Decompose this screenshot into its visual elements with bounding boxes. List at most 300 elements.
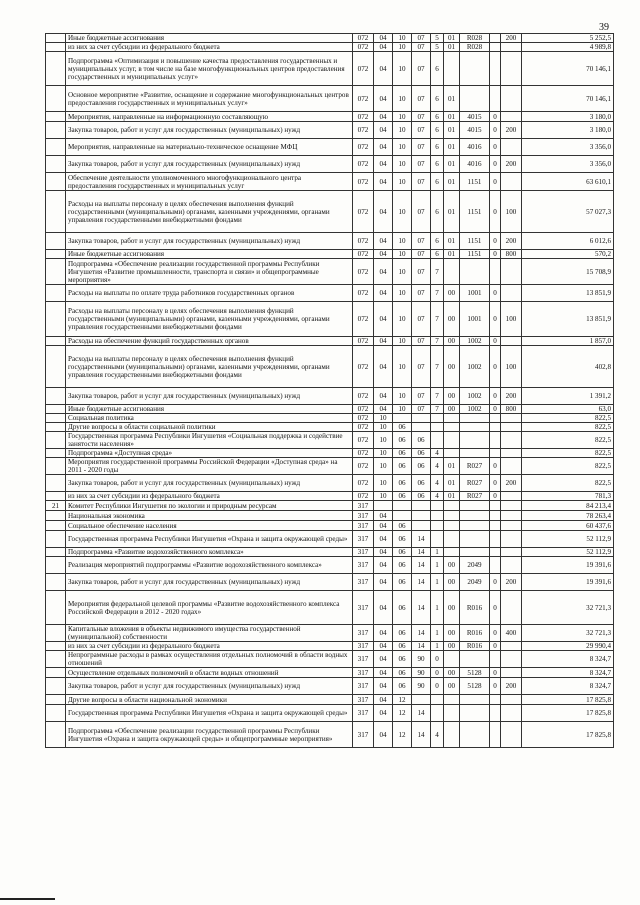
direction-code-cell: 4015 — [460, 122, 490, 139]
row-number-cell — [46, 86, 66, 112]
program-code-cell: 07 — [412, 259, 431, 285]
expense-type-code-cell: 200 — [501, 678, 522, 695]
table-row — [46, 405, 614, 414]
program-code-cell: 14 — [412, 548, 431, 557]
ministry-code-cell: 317 — [353, 521, 374, 531]
table-row — [46, 591, 614, 625]
event-code-cell — [444, 548, 460, 557]
amount-cell: 5 252,5 — [522, 34, 614, 43]
row-number-cell — [46, 34, 66, 43]
expense-type-code-cell — [501, 668, 522, 678]
direction-suffix-cell: 0 — [490, 574, 501, 591]
row-number-cell — [46, 458, 66, 475]
direction-suffix-cell: 0 — [490, 285, 501, 302]
direction-code-cell — [460, 548, 490, 557]
subsection-code-cell: 10 — [393, 337, 412, 346]
subprogram-code-cell: 7 — [431, 405, 444, 414]
table-row — [46, 259, 614, 285]
direction-suffix-cell: 0 — [490, 678, 501, 695]
expense-name-cell: Закупка товаров, работ и услуг для государственных (муниципальных) нужд — [66, 574, 353, 591]
direction-code-cell: R016 — [460, 591, 490, 625]
subsection-code-cell: 10 — [393, 43, 412, 52]
direction-suffix-cell: 0 — [490, 458, 501, 475]
row-number-cell — [46, 695, 66, 705]
expense-name-cell: Реализация мероприятий подпрограммы «Развитие водохозяйственного комплекса» — [66, 557, 353, 574]
table-row — [46, 432, 614, 449]
section-code-cell: 04 — [374, 337, 393, 346]
direction-suffix-cell: 0 — [490, 337, 501, 346]
direction-code-cell: 1002 — [460, 346, 490, 388]
event-code-cell: 01 — [444, 458, 460, 475]
row-number-cell — [46, 285, 66, 302]
event-code-cell — [444, 531, 460, 548]
row-number-cell — [46, 492, 66, 501]
amount-cell: 32 721,3 — [522, 625, 614, 642]
section-code-cell: 04 — [374, 668, 393, 678]
section-code-cell: 04 — [374, 388, 393, 405]
amount-cell: 3 356,0 — [522, 156, 614, 173]
table-row — [46, 492, 614, 501]
expense-type-code-cell — [501, 531, 522, 548]
event-code-cell — [444, 695, 460, 705]
expense-type-code-cell — [501, 651, 522, 668]
subprogram-code-cell: 1 — [431, 591, 444, 625]
expense-type-code-cell — [501, 112, 522, 122]
expense-type-code-cell — [501, 432, 522, 449]
section-code-cell: 10 — [374, 414, 393, 423]
table-row — [46, 625, 614, 642]
table-row — [46, 43, 614, 52]
amount-cell: 8 324,7 — [522, 668, 614, 678]
row-number-cell — [46, 112, 66, 122]
section-code-cell: 04 — [374, 678, 393, 695]
direction-suffix-cell: 0 — [490, 139, 501, 156]
table-row — [46, 112, 614, 122]
ministry-code-cell: 072 — [353, 337, 374, 346]
subprogram-code-cell — [431, 695, 444, 705]
amount-cell: 19 391,6 — [522, 574, 614, 591]
table-row — [46, 511, 614, 521]
event-code-cell — [444, 432, 460, 449]
subprogram-code-cell: 7 — [431, 302, 444, 337]
amount-cell: 1 391,2 — [522, 388, 614, 405]
expense-name-cell: Мероприятия, направленные на информационную составляющую — [66, 112, 353, 122]
event-code-cell: 01 — [444, 492, 460, 501]
subprogram-code-cell: 7 — [431, 388, 444, 405]
subprogram-code-cell — [431, 423, 444, 432]
event-code-cell — [444, 521, 460, 531]
subprogram-code-cell: 0 — [431, 668, 444, 678]
direction-code-cell: 2049 — [460, 557, 490, 574]
expense-name-cell: Непрограммные расходы в рамках осуществления отдельных полномочий в области водных отношений — [66, 651, 353, 668]
ministry-code-cell: 072 — [353, 259, 374, 285]
direction-code-cell: R027 — [460, 458, 490, 475]
table-row — [46, 722, 614, 748]
expense-type-code-cell — [501, 722, 522, 748]
ministry-code-cell: 317 — [353, 501, 374, 511]
ministry-code-cell: 072 — [353, 449, 374, 458]
table-row — [46, 695, 614, 705]
table-row — [46, 52, 614, 86]
amount-cell: 822,5 — [522, 458, 614, 475]
direction-suffix-cell — [490, 695, 501, 705]
amount-cell: 402,8 — [522, 346, 614, 388]
event-code-cell: 00 — [444, 388, 460, 405]
ministry-code-cell: 072 — [353, 475, 374, 492]
direction-code-cell: 1151 — [460, 250, 490, 259]
table-row — [46, 678, 614, 695]
row-number-cell — [46, 43, 66, 52]
amount-cell: 3 180,0 — [522, 122, 614, 139]
program-code-cell: 06 — [412, 432, 431, 449]
program-code-cell: 07 — [412, 112, 431, 122]
direction-code-cell — [460, 414, 490, 423]
expense-type-code-cell — [501, 557, 522, 574]
event-code-cell: 00 — [444, 405, 460, 414]
section-code-cell: 10 — [374, 475, 393, 492]
section-code-cell: 04 — [374, 34, 393, 43]
expense-type-code-cell: 200 — [501, 574, 522, 591]
expense-name-cell: Мероприятия федеральной целевой программы «Развитие водохозяйственного комплекса Российской Федерации в 2012 - 2020 годах» — [66, 591, 353, 625]
expense-name-cell: Комитет Республики Ингушетия по экологии и природным ресурсам — [66, 501, 353, 511]
subsection-code-cell: 06 — [393, 531, 412, 548]
subsection-code-cell: 10 — [393, 405, 412, 414]
ministry-code-cell: 072 — [353, 43, 374, 52]
amount-cell: 60 437,6 — [522, 521, 614, 531]
subprogram-code-cell — [431, 531, 444, 548]
row-number-cell — [46, 668, 66, 678]
direction-code-cell — [460, 52, 490, 86]
program-code-cell: 14 — [412, 722, 431, 748]
table-row — [46, 388, 614, 405]
ministry-code-cell: 317 — [353, 625, 374, 642]
section-code-cell: 04 — [374, 705, 393, 722]
ministry-code-cell: 072 — [353, 458, 374, 475]
subprogram-code-cell: 1 — [431, 557, 444, 574]
amount-cell: 822,5 — [522, 414, 614, 423]
direction-code-cell — [460, 531, 490, 548]
row-number-cell: 21 — [46, 501, 66, 511]
direction-suffix-cell — [490, 86, 501, 112]
page-number: 39 — [599, 22, 609, 33]
expense-type-code-cell — [501, 642, 522, 651]
row-number-cell — [46, 722, 66, 748]
expense-name-cell: Закупка товаров, работ и услуг для государственных (муниципальных) нужд — [66, 156, 353, 173]
direction-code-cell: 2049 — [460, 574, 490, 591]
program-code-cell: 14 — [412, 574, 431, 591]
direction-code-cell: 1151 — [460, 173, 490, 191]
subsection-code-cell — [393, 414, 412, 423]
amount-cell: 822,5 — [522, 432, 614, 449]
row-number-cell — [46, 574, 66, 591]
program-code-cell — [412, 414, 431, 423]
direction-code-cell — [460, 651, 490, 668]
subprogram-code-cell: 6 — [431, 112, 444, 122]
program-code-cell: 06 — [412, 458, 431, 475]
row-number-cell — [46, 705, 66, 722]
row-number-cell — [46, 548, 66, 557]
direction-suffix-cell: 0 — [490, 405, 501, 414]
subsection-code-cell: 10 — [393, 156, 412, 173]
amount-cell: 32 721,3 — [522, 591, 614, 625]
section-code-cell: 04 — [374, 233, 393, 250]
program-code-cell: 14 — [412, 531, 431, 548]
direction-suffix-cell — [490, 548, 501, 557]
section-code-cell: 04 — [374, 521, 393, 531]
ministry-code-cell: 072 — [353, 250, 374, 259]
amount-cell: 17 825,8 — [522, 695, 614, 705]
direction-code-cell — [460, 695, 490, 705]
expense-name-cell: Осуществление отдельных полномочий в области водных отношений — [66, 668, 353, 678]
event-code-cell: 01 — [444, 173, 460, 191]
ministry-code-cell: 072 — [353, 173, 374, 191]
direction-code-cell: 1001 — [460, 285, 490, 302]
ministry-code-cell: 317 — [353, 705, 374, 722]
subsection-code-cell: 10 — [393, 233, 412, 250]
amount-cell: 822,5 — [522, 449, 614, 458]
section-code-cell: 04 — [374, 511, 393, 521]
table-row — [46, 191, 614, 233]
expense-name-cell: Социальная политика — [66, 414, 353, 423]
subprogram-code-cell: 7 — [431, 346, 444, 388]
program-code-cell: 06 — [412, 492, 431, 501]
expense-name-cell: Социальное обеспечение населения — [66, 521, 353, 531]
subprogram-code-cell: 5 — [431, 43, 444, 52]
subprogram-code-cell: 4 — [431, 492, 444, 501]
amount-cell: 781,3 — [522, 492, 614, 501]
subsection-code-cell: 06 — [393, 591, 412, 625]
direction-code-cell — [460, 705, 490, 722]
direction-suffix-cell: 0 — [490, 591, 501, 625]
expense-type-code-cell — [501, 492, 522, 501]
expense-name-cell: Закупка товаров, работ и услуг для государственных (муниципальных) нужд — [66, 475, 353, 492]
direction-suffix-cell: 0 — [490, 156, 501, 173]
program-code-cell: 07 — [412, 346, 431, 388]
table-row — [46, 651, 614, 668]
subsection-code-cell: 06 — [393, 642, 412, 651]
program-code-cell: 07 — [412, 86, 431, 112]
amount-cell: 63 610,1 — [522, 173, 614, 191]
event-code-cell: 01 — [444, 475, 460, 492]
event-code-cell: 00 — [444, 346, 460, 388]
subsection-code-cell: 06 — [393, 458, 412, 475]
expense-type-code-cell — [501, 139, 522, 156]
ministry-code-cell: 072 — [353, 139, 374, 156]
row-number-cell — [46, 388, 66, 405]
program-code-cell: 90 — [412, 678, 431, 695]
section-code-cell: 04 — [374, 43, 393, 52]
subsection-code-cell: 10 — [393, 112, 412, 122]
amount-cell: 8 324,7 — [522, 651, 614, 668]
direction-code-cell — [460, 449, 490, 458]
event-code-cell: 01 — [444, 34, 460, 43]
ministry-code-cell: 072 — [353, 233, 374, 250]
expense-type-code-cell — [501, 695, 522, 705]
direction-code-cell: 4016 — [460, 139, 490, 156]
expense-type-code-cell: 200 — [501, 388, 522, 405]
budget-table — [45, 33, 614, 748]
section-code-cell: 04 — [374, 405, 393, 414]
program-code-cell: 07 — [412, 302, 431, 337]
table-row — [46, 86, 614, 112]
table-row — [46, 139, 614, 156]
amount-cell: 70 146,1 — [522, 86, 614, 112]
direction-code-cell: R016 — [460, 642, 490, 651]
subprogram-code-cell: 1 — [431, 574, 444, 591]
subprogram-code-cell: 7 — [431, 259, 444, 285]
budget-table-body — [46, 34, 614, 748]
subsection-code-cell: 10 — [393, 302, 412, 337]
section-code-cell: 04 — [374, 173, 393, 191]
direction-code-cell — [460, 722, 490, 748]
direction-code-cell: 1002 — [460, 337, 490, 346]
expense-name-cell: Расходы на выплаты по оплате труда работников государственных органов — [66, 285, 353, 302]
program-code-cell — [412, 695, 431, 705]
table-row — [46, 423, 614, 432]
subsection-code-cell: 06 — [393, 668, 412, 678]
direction-code-cell: R027 — [460, 475, 490, 492]
subsection-code-cell: 10 — [393, 173, 412, 191]
section-code-cell — [374, 501, 393, 511]
expense-name-cell: Государственная программа Республики Ингушетия «Охрана и защита окружающей среды» — [66, 705, 353, 722]
direction-code-cell: 1002 — [460, 405, 490, 414]
event-code-cell — [444, 449, 460, 458]
event-code-cell — [444, 722, 460, 748]
program-code-cell: 07 — [412, 156, 431, 173]
direction-suffix-cell: 0 — [490, 302, 501, 337]
subsection-code-cell: 10 — [393, 285, 412, 302]
ministry-code-cell: 317 — [353, 668, 374, 678]
amount-cell: 29 990,4 — [522, 642, 614, 651]
ministry-code-cell: 072 — [353, 405, 374, 414]
subsection-code-cell: 10 — [393, 34, 412, 43]
row-number-cell — [46, 432, 66, 449]
program-code-cell: 14 — [412, 591, 431, 625]
expense-name-cell: Закупка товаров, работ и услуг для государственных (муниципальных) нужд — [66, 122, 353, 139]
subprogram-code-cell: 1 — [431, 548, 444, 557]
subsection-code-cell: 10 — [393, 388, 412, 405]
direction-suffix-cell — [490, 651, 501, 668]
event-code-cell: 01 — [444, 122, 460, 139]
ministry-code-cell: 317 — [353, 678, 374, 695]
amount-cell: 4 989,8 — [522, 43, 614, 52]
direction-suffix-cell: 0 — [490, 625, 501, 642]
program-code-cell: 07 — [412, 52, 431, 86]
amount-cell: 52 112,9 — [522, 548, 614, 557]
event-code-cell — [444, 705, 460, 722]
section-code-cell: 04 — [374, 52, 393, 86]
section-code-cell: 04 — [374, 574, 393, 591]
subsection-code-cell: 06 — [393, 432, 412, 449]
section-code-cell: 10 — [374, 492, 393, 501]
direction-code-cell: R028 — [460, 43, 490, 52]
section-code-cell: 04 — [374, 122, 393, 139]
direction-suffix-cell — [490, 521, 501, 531]
amount-cell: 3 356,0 — [522, 139, 614, 156]
subprogram-code-cell: 0 — [431, 651, 444, 668]
event-code-cell — [444, 259, 460, 285]
row-number-cell — [46, 414, 66, 423]
row-number-cell — [46, 156, 66, 173]
direction-code-cell — [460, 259, 490, 285]
expense-type-code-cell — [501, 501, 522, 511]
table-row — [46, 156, 614, 173]
direction-suffix-cell — [490, 52, 501, 86]
ministry-code-cell: 317 — [353, 591, 374, 625]
subsection-code-cell: 10 — [393, 250, 412, 259]
event-code-cell — [444, 423, 460, 432]
event-code-cell: 00 — [444, 557, 460, 574]
subprogram-code-cell — [431, 511, 444, 521]
expense-name-cell: Мероприятия государственной программы Российской Федерации «Доступная среда» на 2011 - 2020 годы — [66, 458, 353, 475]
table-row — [46, 705, 614, 722]
direction-suffix-cell — [490, 722, 501, 748]
row-number-cell — [46, 191, 66, 233]
amount-cell: 3 180,0 — [522, 112, 614, 122]
row-number-cell — [46, 651, 66, 668]
direction-suffix-cell: 0 — [490, 191, 501, 233]
subprogram-code-cell: 7 — [431, 337, 444, 346]
row-number-cell — [46, 337, 66, 346]
expense-name-cell: из них за счет субсидии из федерального бюджета — [66, 642, 353, 651]
ministry-code-cell: 072 — [353, 86, 374, 112]
ministry-code-cell: 317 — [353, 531, 374, 548]
expense-name-cell: Подпрограмма «Развитие водохозяйственного комплекса» — [66, 548, 353, 557]
expense-name-cell: Подпрограмма «Оптимизация и повышение качества предоставления государственных и муниципальных услуг, в том числе на базе многофункциональных центров предоставления государственных и муниципальных услуг» — [66, 52, 353, 86]
expense-type-code-cell: 200 — [501, 34, 522, 43]
expense-name-cell: Капитальные вложения в объекты недвижимого имущества государственной (муниципальной) собственности — [66, 625, 353, 642]
expense-name-cell: Расходы на выплаты персоналу в целях обеспечения выполнения функций государственными (муниципальными) органами, казенными учреждениями, органами управления государственными внебюджетными фондами — [66, 346, 353, 388]
section-code-cell: 04 — [374, 285, 393, 302]
event-code-cell: 00 — [444, 625, 460, 642]
program-code-cell — [412, 423, 431, 432]
direction-suffix-cell: 0 — [490, 388, 501, 405]
row-number-cell — [46, 346, 66, 388]
row-number-cell — [46, 139, 66, 156]
expense-type-code-cell — [501, 86, 522, 112]
ministry-code-cell: 317 — [353, 722, 374, 748]
subsection-code-cell: 10 — [393, 259, 412, 285]
table-row — [46, 642, 614, 651]
subsection-code-cell: 10 — [393, 139, 412, 156]
direction-code-cell — [460, 423, 490, 432]
direction-code-cell: R028 — [460, 34, 490, 43]
program-code-cell: 07 — [412, 285, 431, 302]
row-number-cell — [46, 449, 66, 458]
amount-cell: 63,0 — [522, 405, 614, 414]
subprogram-code-cell: 4 — [431, 475, 444, 492]
program-code-cell: 07 — [412, 43, 431, 52]
ministry-code-cell: 317 — [353, 574, 374, 591]
direction-suffix-cell — [490, 259, 501, 285]
expense-name-cell: Расходы на выплаты персоналу в целях обеспечения выполнения функций государственными (муниципальными) органами, казенными учреждениями, органами управления государственными внебюджетными фондами — [66, 302, 353, 337]
direction-suffix-cell: 0 — [490, 668, 501, 678]
ministry-code-cell: 072 — [353, 112, 374, 122]
expense-type-code-cell — [501, 337, 522, 346]
direction-code-cell — [460, 432, 490, 449]
subprogram-code-cell — [431, 501, 444, 511]
event-code-cell — [444, 52, 460, 86]
subprogram-code-cell: 4 — [431, 722, 444, 748]
ministry-code-cell: 072 — [353, 492, 374, 501]
expense-type-code-cell: 200 — [501, 122, 522, 139]
row-number-cell — [46, 511, 66, 521]
expense-name-cell: Иные бюджетные ассигнования — [66, 250, 353, 259]
expense-name-cell: Основное мероприятие «Развитие, оснащение и содержание многофункциональных центров предоставления государственных и муниципальных услуг» — [66, 86, 353, 112]
program-code-cell: 14 — [412, 642, 431, 651]
row-number-cell — [46, 259, 66, 285]
expense-type-code-cell: 100 — [501, 191, 522, 233]
